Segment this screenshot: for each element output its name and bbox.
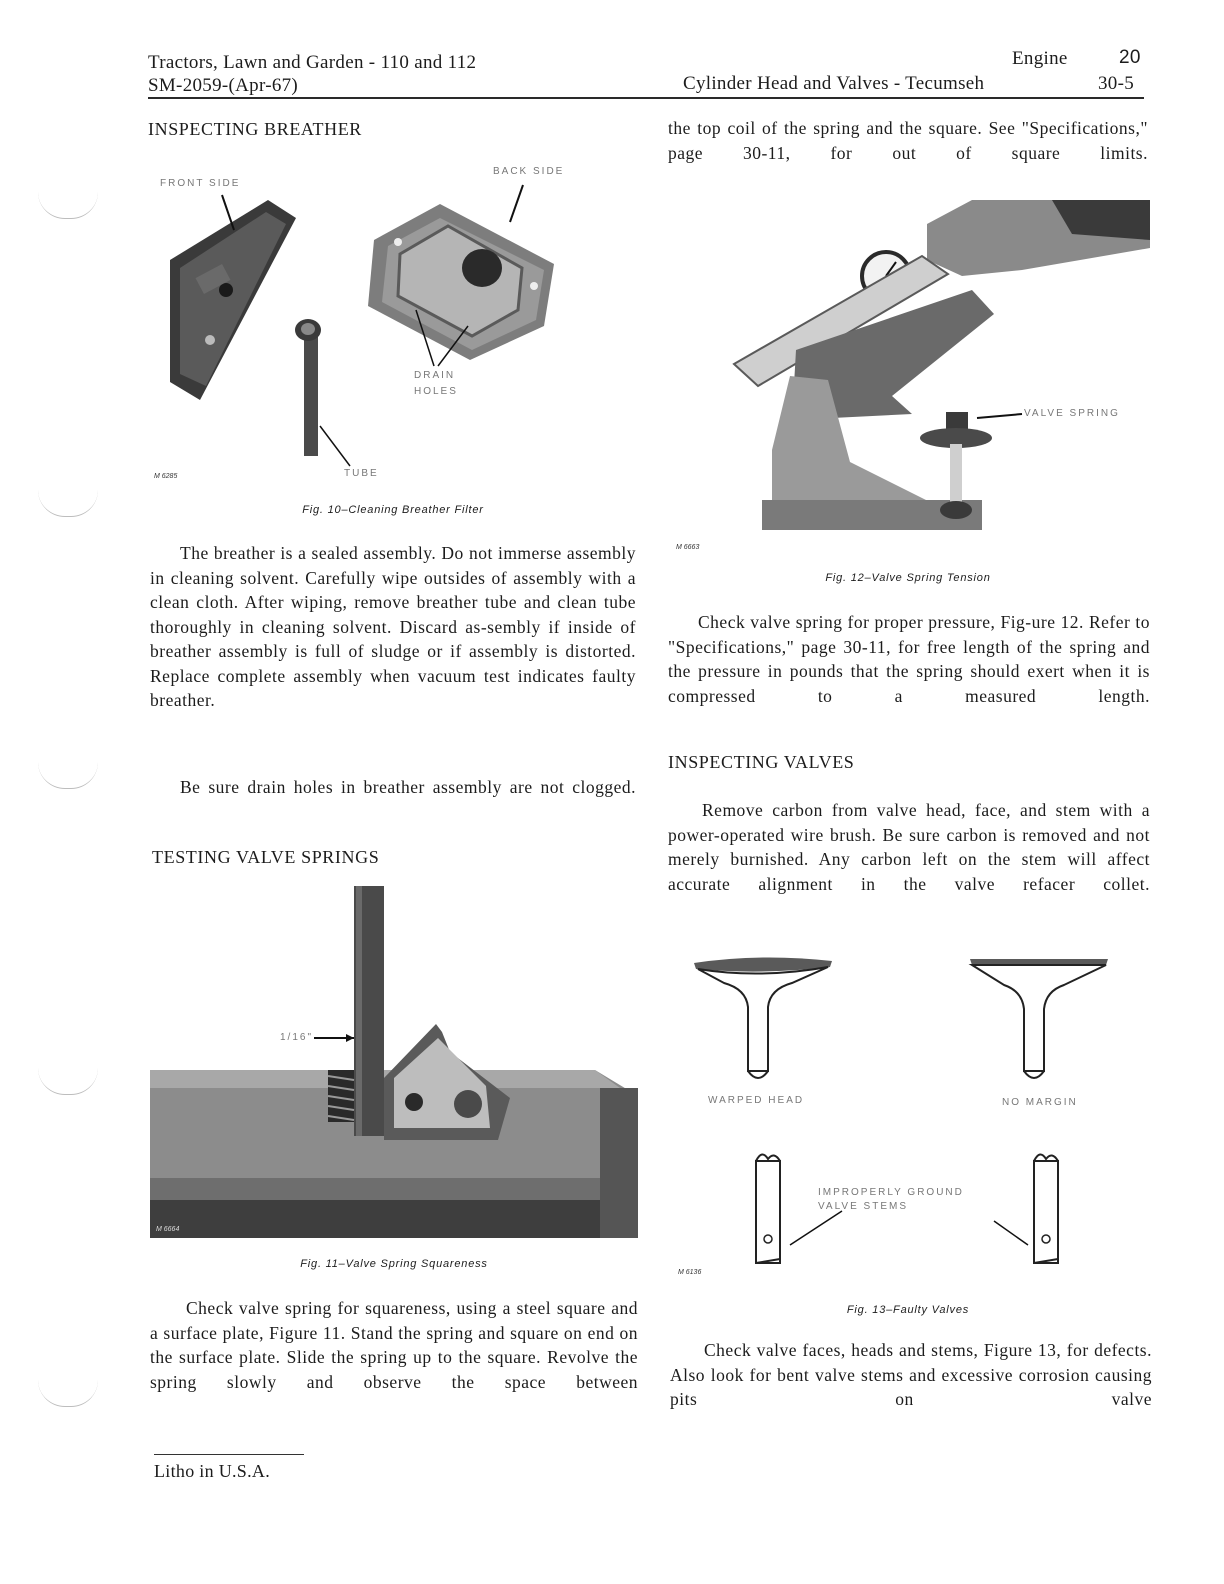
paragraph-faulty-valves: Check valve faces, heads and stems, Figure 13, for defects. Also look for bent valve stems and excessive corrosion causing pits on valve	[670, 1340, 1152, 1409]
heading-inspecting-valves: INSPECTING VALVES	[668, 752, 855, 772]
header-right-title: Engine	[1012, 48, 1068, 69]
photo-id: M 6136	[678, 1269, 702, 1276]
faulty-valves-diagram	[672, 945, 1150, 1285]
paragraph-continued: the top coil of the spring and the square. See "Specifications," page 30-11, for out of square limits.	[668, 118, 1148, 163]
figure-11-caption: Fig. 11–Valve Spring Squareness	[300, 1258, 488, 1270]
improperly-ground-stem-right	[994, 1154, 1058, 1263]
breather-tube	[295, 319, 321, 456]
binder-punch-mark	[38, 1380, 98, 1407]
photo-id: M 6663	[676, 544, 700, 551]
heading-inspecting-breather: INSPECTING BREATHER	[148, 119, 362, 139]
figure-10-caption: Fig. 10–Cleaning Breather Filter	[302, 504, 484, 516]
paragraph-spring-squareness: Check valve spring for squareness, using a steel square and a surface plate, Figure 11. Stand the spring and square on end on the surface plate. Slide the spring up to the square. Revolve the spring slowly and observe the space between	[150, 1298, 638, 1392]
label-tube: TUBE	[344, 468, 379, 479]
page-number: 20	[1119, 47, 1141, 68]
label-warped-head: WARPED HEAD	[708, 1095, 805, 1106]
figure-13	[672, 945, 1150, 1285]
section-number: 30-5	[1098, 73, 1135, 94]
footer-rule	[154, 1454, 304, 1455]
binder-punch-mark	[38, 490, 98, 517]
label-no-margin: NO MARGIN	[1002, 1097, 1078, 1108]
paragraph-drain-holes: Be sure drain holes in breather assembly are not clogged.	[180, 777, 636, 797]
label-back-side: BACK SIDE	[493, 166, 565, 177]
footer-printing-note: Litho in U.S.A.	[154, 1461, 271, 1481]
header-right-subtitle: Cylinder Head and Valves - Tecumseh	[683, 73, 985, 94]
no-margin-valve	[970, 959, 1108, 1078]
breather-illustration	[148, 150, 638, 500]
binder-punch-mark	[38, 762, 98, 789]
label-valve-spring: VALVE SPRING	[1024, 408, 1120, 419]
figure-12-caption: Fig. 12–Valve Spring Tension	[825, 572, 991, 584]
paragraph-valve-carbon: Remove carbon from valve head, face, and stem with a power-operated wire brush. Be sure carbon is removed and not merely burnished. Any carbon left on the stem will affect accurate alignment in the valve refacer collet.	[668, 800, 1150, 894]
warped-head-valve	[694, 957, 832, 1078]
paragraph-spring-tension: Check valve spring for proper pressure, Fig-ure 12. Refer to "Specifications," page 30-11, for free length of the spring and the pressure in pounds that the spring should exert when it is compressed to a measured length.	[668, 612, 1150, 706]
figure-11	[150, 882, 638, 1238]
label-gap: 1/16"	[280, 1032, 314, 1043]
figure-10	[148, 150, 638, 500]
heading-testing-valve-springs: TESTING VALVE SPRINGS	[152, 847, 380, 867]
header-rule	[148, 97, 1144, 99]
valve-spring	[328, 1070, 354, 1122]
spring-squareness-photo	[150, 882, 638, 1238]
label-valve-stems: VALVE STEMS	[818, 1201, 908, 1212]
label-improperly-ground: IMPROPERLY GROUND	[818, 1187, 964, 1198]
label-drain: DRAIN	[414, 370, 456, 381]
figure-13-caption: Fig. 13–Faulty Valves	[846, 1304, 970, 1316]
paragraph-breather-cleaning: The breather is a sealed assembly. Do not immerse assembly in cleaning solvent. Carefully wipe outsides of assembly with a clean cloth. After wiping, remove breather tube and clean tube thoroughly in cleaning solvent. Discard as-sembly if inside of breather assembly is full of sludge or if assembly is distorted. Replace complete assembly when vacuum test indicates faulty breather.	[150, 543, 636, 710]
spring-tension-tester-photo	[672, 200, 1150, 560]
header-left-code: SM-2059-(Apr-67)	[148, 75, 299, 96]
header-left-title: Tractors, Lawn and Garden - 110 and 112	[148, 52, 477, 73]
binder-punch-mark	[38, 1068, 98, 1095]
photo-id: M 6285	[154, 473, 178, 480]
photo-id: M 6664	[156, 1226, 180, 1233]
binder-punch-mark	[38, 192, 98, 219]
label-holes: HOLES	[414, 386, 458, 397]
figure-12	[672, 200, 1150, 560]
breather-back-plate	[368, 204, 554, 360]
label-front-side: FRONT SIDE	[160, 178, 241, 189]
